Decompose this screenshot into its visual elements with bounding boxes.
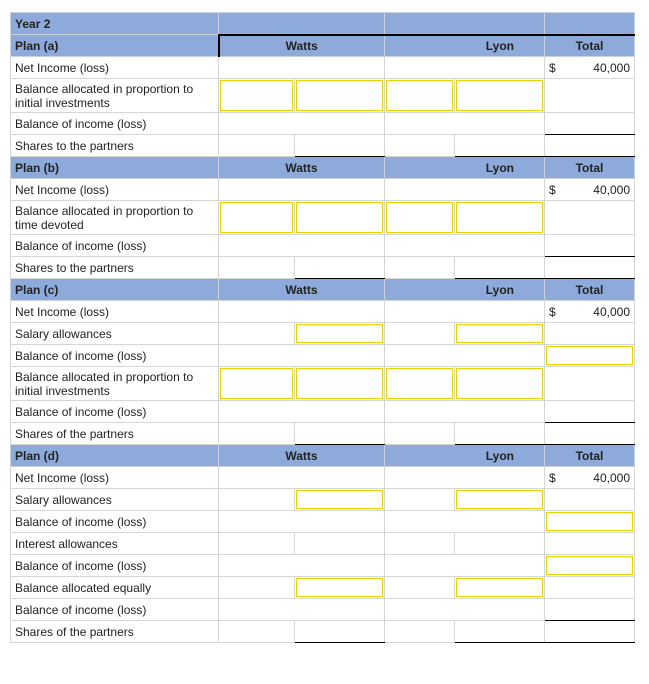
row-label: Balance of income (loss)	[11, 113, 219, 135]
row-label: Net Income (loss)	[11, 467, 219, 489]
row-label: Shares of the partners	[11, 423, 219, 445]
row-label: Balance of income (loss)	[11, 511, 219, 533]
row-label: Balance of income (loss)	[11, 345, 219, 367]
lyon-share-cell[interactable]	[455, 135, 545, 157]
plan-d-salary-row	[11, 489, 635, 511]
total-header: Total	[545, 445, 635, 467]
plan-d-net-income-row	[11, 467, 635, 489]
net-income-total: $ 40,000	[545, 57, 635, 79]
balance-total-cell[interactable]	[545, 113, 635, 135]
watts-share-cell[interactable]	[295, 621, 385, 643]
plan-c-balance-row-1	[11, 345, 635, 367]
plan-c-salary-row	[11, 323, 635, 345]
net-income-total: $ 40,000	[545, 301, 635, 323]
year-label: Year 2	[11, 13, 219, 35]
plan-a-balance-row	[11, 113, 635, 135]
plan-d-header-row	[11, 445, 635, 467]
lyon-share-cell[interactable]	[455, 621, 545, 643]
plan-a-title: Plan (a)	[11, 35, 219, 57]
balance-total-input[interactable]	[546, 346, 633, 365]
watts-header: Watts	[219, 445, 385, 467]
total-share-cell[interactable]	[545, 423, 635, 445]
plan-b-shares-row	[11, 257, 635, 279]
total-header: Total	[545, 157, 635, 179]
watts-salary-input[interactable]	[296, 324, 383, 343]
row-label: Balance of income (loss)	[11, 599, 219, 621]
balance-total-cell[interactable]	[545, 235, 635, 257]
plan-b-header-row	[11, 157, 635, 179]
watts-header: Watts	[219, 35, 385, 57]
plan-d-balance-row-2	[11, 555, 635, 577]
balance-total-cell[interactable]	[545, 599, 635, 621]
lyon-percent-input[interactable]	[386, 202, 453, 233]
watts-percent-input[interactable]	[220, 202, 293, 233]
lyon-amount-input[interactable]	[456, 368, 543, 399]
row-label: Shares to the partners	[11, 135, 219, 157]
lyon-percent-input[interactable]	[386, 368, 453, 399]
balance-total-input[interactable]	[546, 512, 633, 531]
total-share-cell[interactable]	[545, 135, 635, 157]
lyon-header: Lyon	[385, 35, 545, 57]
plan-d-equal-allocation-row	[11, 577, 635, 599]
row-label: Net Income (loss)	[11, 57, 219, 79]
plan-c-net-income-row	[11, 301, 635, 323]
lyon-amount-input[interactable]	[456, 202, 543, 233]
watts-amount-input[interactable]	[296, 80, 383, 111]
plan-c-balance-row-2	[11, 401, 635, 423]
watts-percent-input[interactable]	[220, 80, 293, 111]
plan-a-header-row	[11, 35, 635, 57]
row-label: Salary allowances	[11, 323, 219, 345]
lyon-salary-input[interactable]	[456, 324, 543, 343]
row-label: Net Income (loss)	[11, 179, 219, 201]
plan-d-shares-row	[11, 621, 635, 643]
row-label: Balance allocated in proportion to time devoted	[11, 201, 219, 235]
total-header: Total	[545, 279, 635, 301]
lyon-salary-input[interactable]	[456, 490, 543, 509]
allocation-table	[10, 12, 635, 643]
lyon-share-cell[interactable]	[455, 423, 545, 445]
row-label: Shares of the partners	[11, 621, 219, 643]
plan-c-allocation-row	[11, 367, 635, 401]
row-label: Salary allowances	[11, 489, 219, 511]
plan-c-shares-row	[11, 423, 635, 445]
watts-share-cell[interactable]	[295, 135, 385, 157]
lyon-share-cell[interactable]	[455, 257, 545, 279]
lyon-header: Lyon	[385, 279, 545, 301]
plan-d-interest-row	[11, 533, 635, 555]
plan-b-title: Plan (b)	[11, 157, 219, 179]
row-label: Net Income (loss)	[11, 301, 219, 323]
watts-interest-cell[interactable]	[295, 533, 385, 555]
lyon-header: Lyon	[385, 445, 545, 467]
plan-b-net-income-row	[11, 179, 635, 201]
lyon-amount-input[interactable]	[456, 80, 543, 111]
watts-amount-input[interactable]	[296, 368, 383, 399]
watts-salary-input[interactable]	[296, 490, 383, 509]
plan-b-balance-row	[11, 235, 635, 257]
lyon-interest-cell[interactable]	[455, 533, 545, 555]
lyon-percent-input[interactable]	[386, 80, 453, 111]
lyon-equal-input[interactable]	[456, 578, 543, 597]
total-share-cell[interactable]	[545, 257, 635, 279]
plan-c-title: Plan (c)	[11, 279, 219, 301]
plan-d-balance-row-3	[11, 599, 635, 621]
plan-a-allocation-row	[11, 79, 635, 113]
plan-a-shares-row	[11, 135, 635, 157]
row-label: Balance of income (loss)	[11, 555, 219, 577]
total-share-cell[interactable]	[545, 621, 635, 643]
watts-share-cell[interactable]	[295, 257, 385, 279]
watts-amount-input[interactable]	[296, 202, 383, 233]
plan-b-allocation-row	[11, 201, 635, 235]
watts-percent-input[interactable]	[220, 368, 293, 399]
watts-share-cell[interactable]	[295, 423, 385, 445]
lyon-header: Lyon	[385, 157, 545, 179]
plan-d-balance-row-1	[11, 511, 635, 533]
row-label: Balance allocated in proportion to initial investments	[11, 79, 219, 113]
balance-total-cell[interactable]	[545, 401, 635, 423]
income-allocation-sheet	[10, 12, 634, 643]
plan-a-net-income-row	[11, 57, 635, 79]
watts-equal-input[interactable]	[296, 578, 383, 597]
year-header-row	[11, 13, 635, 35]
balance-total-input[interactable]	[546, 556, 633, 575]
row-label: Interest allowances	[11, 533, 219, 555]
watts-header: Watts	[219, 157, 385, 179]
row-label: Balance of income (loss)	[11, 235, 219, 257]
total-header: Total	[545, 35, 635, 57]
plan-c-header-row	[11, 279, 635, 301]
row-label: Balance allocated equally	[11, 577, 219, 599]
plan-d-title: Plan (d)	[11, 445, 219, 467]
net-income-total: $ 40,000	[545, 179, 635, 201]
row-label: Shares to the partners	[11, 257, 219, 279]
net-income-total: $ 40,000	[545, 467, 635, 489]
row-label: Balance of income (loss)	[11, 401, 219, 423]
watts-header: Watts	[219, 279, 385, 301]
row-label: Balance allocated in proportion to initial investments	[11, 367, 219, 401]
